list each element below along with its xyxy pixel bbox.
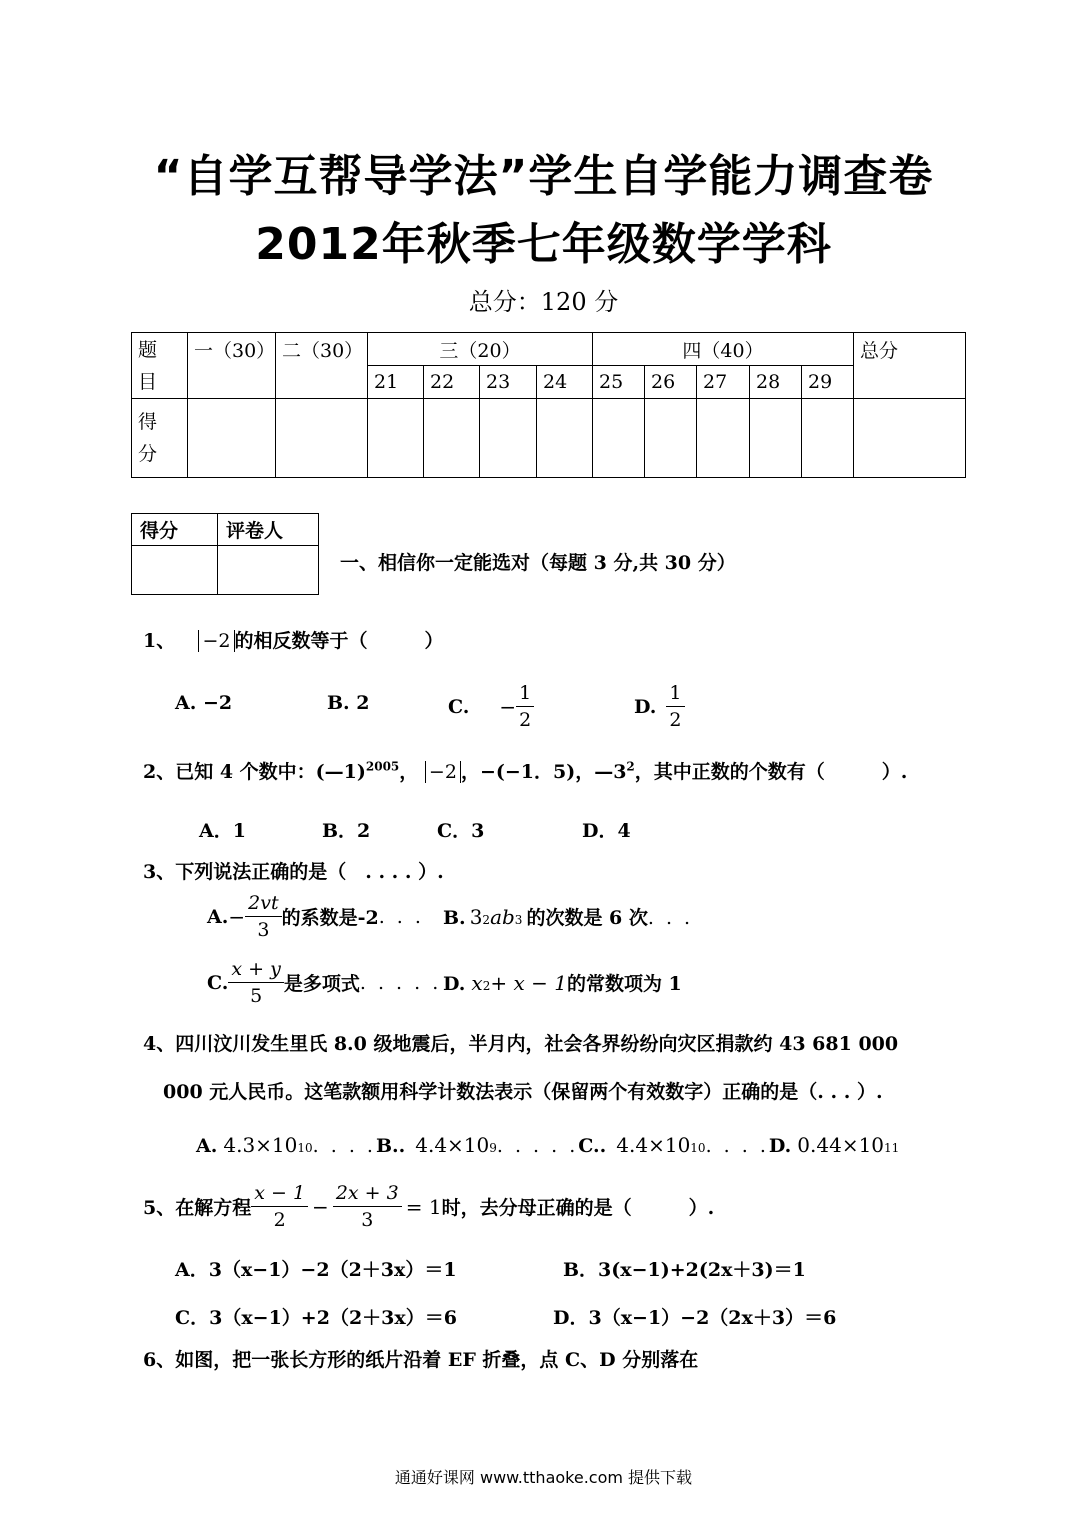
header-q28: 28 <box>750 366 802 399</box>
score-cell[interactable] <box>802 399 854 478</box>
label-fen: 分 <box>138 443 158 465</box>
q2-option-d: D．4 <box>582 820 631 842</box>
q2-option-b: B．2 <box>322 820 371 842</box>
q5-option-b: B．3(x−1)+2(2x＋3)＝1 <box>563 1259 806 1281</box>
dot-leader: . . . . <box>312 1135 376 1157</box>
score-table <box>131 332 966 478</box>
q3-d-expr: + x − 1 <box>490 971 567 995</box>
score-cell[interactable] <box>480 399 537 478</box>
q3-b-coef: 3 <box>469 905 483 929</box>
header-section-2: 二（30） <box>276 333 368 399</box>
header-q22: 22 <box>424 366 480 399</box>
q3-c-label: C. <box>207 971 229 994</box>
q3-a-numerator: 2vt <box>245 890 281 917</box>
q1-c-sign: − <box>499 694 517 719</box>
question-1 <box>143 626 444 653</box>
grader-score-label: 得分 <box>132 514 218 546</box>
q1-c-fraction <box>516 680 534 733</box>
q3-c-fraction <box>228 956 283 1009</box>
total-score: 总分：120 分 <box>468 288 619 316</box>
title-line-1: “自学互帮导学法”学生自学能力调查卷 <box>153 151 934 202</box>
score-cell[interactable] <box>188 399 276 478</box>
q4-b-value: 4.4×10 <box>415 1133 490 1157</box>
score-cell[interactable] <box>593 399 645 478</box>
q4-d-value: 0.44×10 <box>797 1133 885 1157</box>
q5-f2-numerator: 2x + 3 <box>333 1180 402 1207</box>
header-total: 总分 <box>854 333 966 399</box>
q3-a-text: 的系数是-2 <box>281 907 379 929</box>
q1-c-numerator: 1 <box>516 680 534 707</box>
q3-b-text: 的次数是 6 次 <box>526 907 648 929</box>
header-q27: 27 <box>697 366 750 399</box>
q1-number: 1、 <box>143 630 176 652</box>
dot-leader: . . . <box>647 907 694 929</box>
q1-option-c <box>448 680 534 733</box>
question-5 <box>143 1180 714 1233</box>
header-cell-label <box>132 333 188 399</box>
q4-b-label: B.. <box>375 1135 406 1157</box>
grader-score-cell[interactable] <box>132 546 218 595</box>
q4-a-label: A. <box>196 1135 218 1157</box>
header-q24: 24 <box>537 366 593 399</box>
label-ti: 题 <box>138 338 158 361</box>
q1-c-denominator: 2 <box>519 709 532 731</box>
q2-exponent: 2005 <box>365 759 400 774</box>
q1-c-label: C. <box>448 695 470 718</box>
q3-a-fraction <box>245 890 281 943</box>
footer-source: 通通好课网 www.tthaoke.com 提供下载 <box>394 1468 693 1487</box>
score-cell[interactable] <box>368 399 424 478</box>
score-cell-total[interactable] <box>854 399 966 478</box>
question-4-line-2: 000 元人民币。这笔款额用科学计数法表示（保留两个有效数字）正确的是（. . . ）. <box>163 1081 883 1103</box>
header-q21: 21 <box>368 366 424 399</box>
title-line-2: 2012年秋季七年级数学学科 <box>255 219 832 270</box>
q3-a-sign: − <box>228 904 246 929</box>
q4-c-value: 4.4×10 <box>616 1133 691 1157</box>
header-section-1: 一（30） <box>188 333 276 399</box>
question-2 <box>143 757 907 784</box>
q3-b-exp2: 3 <box>514 913 523 927</box>
q5-minus: − <box>312 1194 329 1219</box>
q1-text: 的相反数等于（ ） <box>234 630 444 652</box>
q5-f1-denominator: 2 <box>273 1209 286 1231</box>
grader-reviewer-label: 评卷人 <box>218 514 319 546</box>
header-q25: 25 <box>593 366 645 399</box>
q1-option-a: A. −2 <box>175 692 233 714</box>
dot-leader: . . . <box>378 905 424 928</box>
header-section-4: 四（40） <box>593 333 854 366</box>
q3-c-denominator: 5 <box>250 985 263 1007</box>
q4-d-exp: 11 <box>884 1141 900 1155</box>
q5-fraction-1 <box>251 1180 308 1233</box>
q1-option-b: B. 2 <box>327 692 370 714</box>
q2-abs-value: −2 <box>425 761 461 783</box>
q2-option-a: A．1 <box>199 820 246 842</box>
q3-b-exp1: 2 <box>482 913 491 927</box>
q1-d-numerator: 1 <box>666 680 684 707</box>
q4-b-exp: 9 <box>489 1141 497 1155</box>
score-cell[interactable] <box>276 399 368 478</box>
q3-option-c <box>207 956 441 1009</box>
header-section-3: 三（20） <box>368 333 593 366</box>
q4-a-value: 4.3×10 <box>223 1133 298 1157</box>
score-cell[interactable] <box>537 399 593 478</box>
header-q23: 23 <box>480 366 537 399</box>
dot-leader: . . . . <box>705 1135 769 1157</box>
q2-text-a: 2、已知 4 个数中：(—1) <box>143 761 366 783</box>
score-cell[interactable] <box>750 399 802 478</box>
question-4-line-1: 4、四川汶川发生里氏 8.0 级地震后，半月内，社会各界纷纷向灾区捐款约 43 681 000 <box>143 1033 899 1055</box>
q5-fraction-2 <box>333 1180 402 1233</box>
grader-box <box>131 513 319 595</box>
q1-d-label: D. <box>634 695 657 718</box>
q5-equals: = 1 <box>405 1194 442 1219</box>
q3-a-label: A. <box>207 905 229 928</box>
q3-d-exp: 2 <box>482 979 491 993</box>
question-3: 3、下列说法正确的是（ . . . . ）. <box>143 861 444 883</box>
q5-f1-numerator: x − 1 <box>251 1180 308 1207</box>
q5-option-a: A．3（x−1）−2（2＋3x）＝1 <box>175 1259 457 1281</box>
q4-d-label: D. <box>768 1135 792 1157</box>
q5-f2-denominator: 3 <box>361 1209 374 1231</box>
q1-d-fraction <box>666 680 684 733</box>
q1-abs-value: −2 <box>198 630 234 652</box>
score-cell[interactable] <box>645 399 697 478</box>
q3-c-numerator: x + y <box>228 956 283 983</box>
q4-c-exp: 10 <box>690 1141 706 1155</box>
q2-exponent-2: 2 <box>626 759 635 774</box>
q4-a-exp: 10 <box>297 1141 313 1155</box>
section-1-heading: 一、相信你一定能选对（每题 3 分,共 30 分） <box>340 552 736 574</box>
score-cell[interactable] <box>697 399 750 478</box>
q3-option-b <box>443 903 693 930</box>
q3-option-a <box>207 890 424 943</box>
label-de: 得 <box>138 411 158 433</box>
score-cell[interactable] <box>424 399 480 478</box>
question-6: 6、如图，把一张长方形的纸片沿着 EF 折叠，点 C、D 分别落在 <box>143 1349 699 1371</box>
q5-option-d: D．3（x−1）−2（2x＋3）＝6 <box>553 1307 837 1329</box>
dot-leader: . . . . . <box>496 1135 579 1157</box>
q5-option-c: C．3（x−1）+2（2＋3x）＝6 <box>175 1307 457 1329</box>
q5-lead: 5、在解方程 <box>143 1197 252 1219</box>
q3-d-text: 的常数项为 1 <box>566 973 682 995</box>
q1-option-d <box>634 680 685 733</box>
q3-d-var: x <box>471 971 483 995</box>
q3-a-denominator: 3 <box>257 919 270 941</box>
q3-d-label: D. <box>443 973 466 995</box>
q4-c-label: C.. <box>578 1135 607 1157</box>
q3-c-text: 是多项式 <box>283 973 360 995</box>
q2-text-d: ，其中正数的个数有（ ）. <box>634 761 908 783</box>
q3-option-d <box>443 969 682 996</box>
header-q26: 26 <box>645 366 697 399</box>
q2-option-c: C．3 <box>437 820 485 842</box>
q5-text: 时，去分母正确的是（ ）. <box>441 1197 715 1219</box>
header-q29: 29 <box>802 366 854 399</box>
q2-text-b: ， <box>399 761 419 783</box>
grader-reviewer-cell[interactable] <box>218 546 319 595</box>
dot-leader: . . . . . <box>359 971 442 994</box>
q2-text-c: ，−(−1．5)，—3 <box>460 761 627 783</box>
q1-d-denominator: 2 <box>669 709 682 731</box>
q4-options <box>196 1133 899 1157</box>
q3-b-var: ab <box>490 905 515 929</box>
score-row-label <box>132 399 188 478</box>
label-mu: 目 <box>138 370 158 393</box>
q3-b-label: B. <box>443 907 466 929</box>
